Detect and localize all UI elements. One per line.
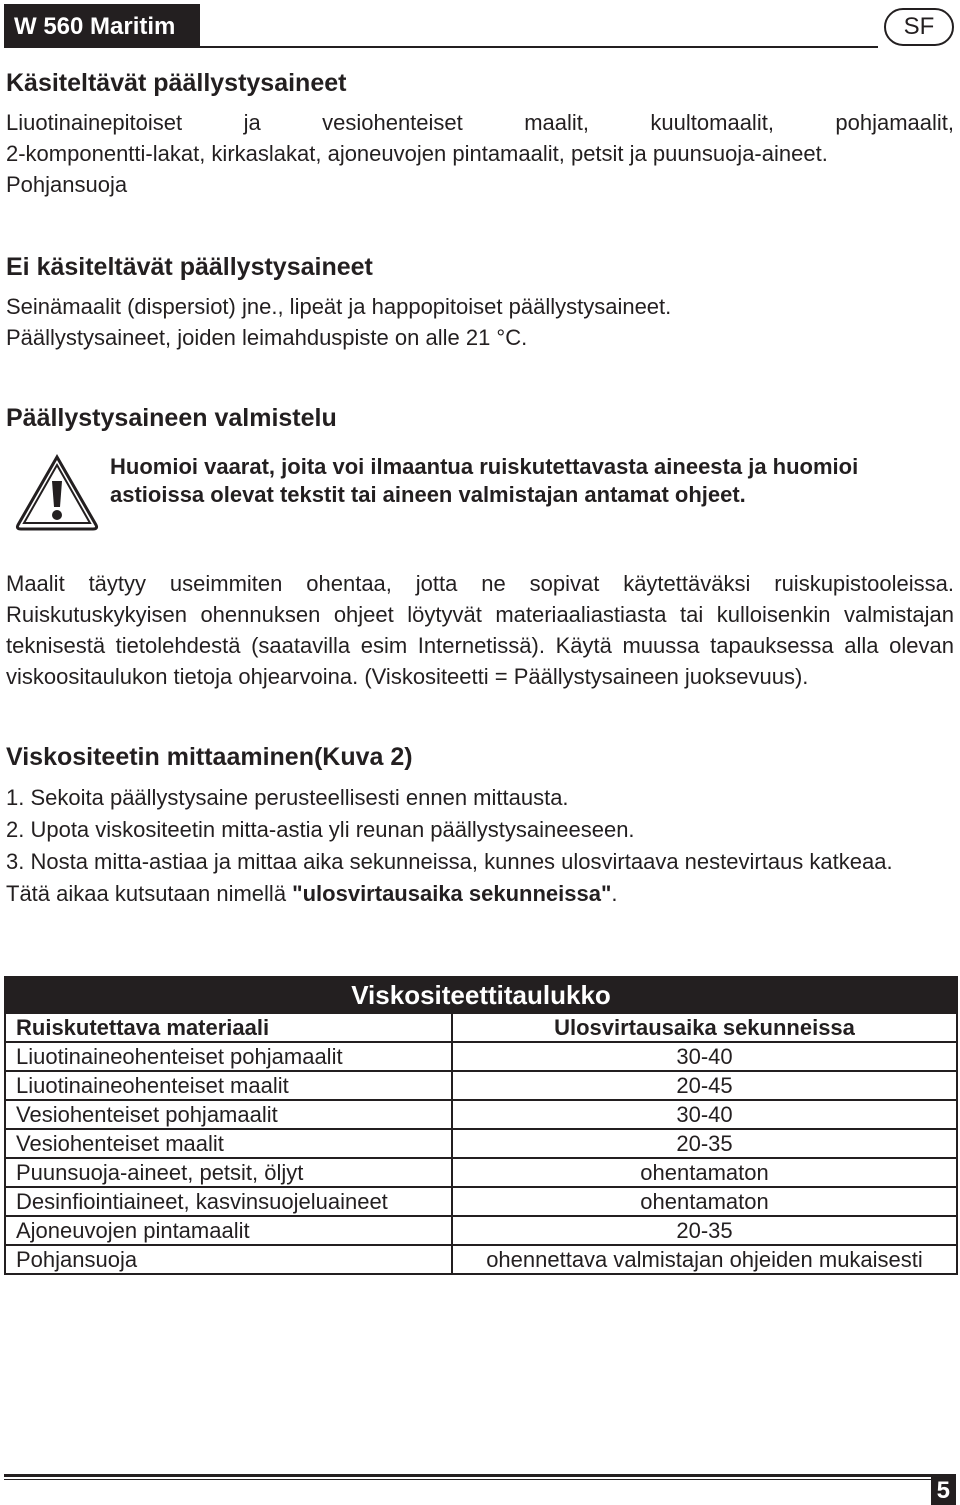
section-heading: Päällystysaineen valmistelu (6, 404, 337, 432)
table-row (5, 1187, 957, 1216)
list-item: 1. Sekoita päällystysaine perusteellisesti ennen mittausta. (6, 785, 569, 810)
table-row (5, 1042, 957, 1071)
value-cell: ohentamaton (452, 1158, 957, 1187)
list-item: 3. Nosta mitta-astiaa ja mittaa aika sekunneissa, kunnes ulosvirtaava nestevirtaus katkeaa. (6, 849, 893, 874)
note-suffix: . (611, 881, 618, 906)
value-cell: 20-35 (452, 1129, 957, 1158)
table-caption-row (5, 977, 957, 1013)
header-rule (200, 46, 878, 48)
table-row (5, 1158, 957, 1187)
table-row (5, 1100, 957, 1129)
material-cell: Vesiohenteiset maalit (5, 1129, 452, 1158)
table-row (5, 1216, 957, 1245)
section-heading: Ei käsiteltävät päällystysaineet (6, 253, 373, 281)
warning-triangle-icon (14, 453, 100, 531)
material-cell: Pohjansuoja (5, 1245, 452, 1274)
paragraph-line: Liuotinainepitoiset ja vesiohenteiset maalit, kuultomaalit, pohjamaalit, (6, 110, 954, 135)
material-cell: Puunsuoja-aineet, petsit, öljyt (5, 1158, 452, 1187)
paragraph-line: Pohjansuoja (6, 172, 128, 197)
page-number: 5 (931, 1477, 956, 1505)
value-cell: 30-40 (452, 1042, 957, 1071)
paragraph: Maalit täytyy useimmiten ohentaa, jotta ne sopivat käytettäväksi ruiskupistooleissa. Ruiskutuskykyisen ohennuksen ohjeet löytyvät materiaaliastiasta tai kulloisenkin valmistajan teknisestä tietolehdestä (saatavilla esim Internetissä). Käytä muussa tapauksessa alla olevan viskoositaulukon tietoja ohjearvoina. (Viskositeetti = Päällystysaineen juoksevuus). (6, 571, 954, 689)
footer-rule-thin (4, 1479, 956, 1480)
section-non-treatable-coatings (6, 252, 954, 353)
section-treatable-coatings (6, 68, 954, 200)
note-bold: "ulosvirtausaika sekunneissa" (292, 881, 612, 906)
material-cell: Liuotinaineohenteiset pohjamaalit (5, 1042, 452, 1071)
section-heading: Käsiteltävät päällystysaineet (6, 69, 347, 97)
table-row (5, 1071, 957, 1100)
value-cell: 30-40 (452, 1100, 957, 1129)
material-cell: Liuotinaineohenteiset maalit (5, 1071, 452, 1100)
material-cell: Vesiohenteiset pohjamaalit (5, 1100, 452, 1129)
table-row (5, 1245, 957, 1274)
footer-rule (4, 1474, 956, 1477)
value-cell: 20-35 (452, 1216, 957, 1245)
material-cell: Desinfiointiaineet, kasvinsuojeluaineet (5, 1187, 452, 1216)
steps-list (6, 782, 954, 878)
section-viscosity-measurement (6, 742, 954, 910)
viscosity-table (4, 976, 958, 1275)
section-coating-preparation-heading (6, 403, 954, 433)
paragraph-line: Päällystysaineet, joiden leimahduspiste on alle 21 °C. (6, 325, 528, 350)
language-badge: SF (884, 8, 954, 46)
table-caption: Viskositeettitaulukko (5, 977, 957, 1013)
section-thinning-info (6, 568, 954, 692)
paragraph-line: Seinämaalit (dispersiot) jne., lipeät ja happopitoiset päällystysaineet. (6, 294, 672, 319)
header-title: W 560 Maritim (4, 4, 200, 48)
value-cell: ohentamaton (452, 1187, 957, 1216)
table-header-row (5, 1013, 957, 1042)
value-cell: ohennettava valmistajan ohjeiden mukaisesti (452, 1245, 957, 1274)
table-row (5, 1129, 957, 1158)
column-header-outflow-time: Ulosvirtausaika sekunneissa (452, 1013, 957, 1042)
material-cell: Ajoneuvojen pintamaalit (5, 1216, 452, 1245)
paragraph-line: 2-komponentti-lakat, kirkaslakat, ajoneuvojen pintamaalit, petsit ja puunsuoja-aineet. (6, 141, 828, 166)
value-cell: 20-45 (452, 1071, 957, 1100)
note-prefix: Tätä aikaa kutsutaan nimellä (6, 881, 293, 906)
column-header-material: Ruiskutettava materiaali (5, 1013, 452, 1042)
list-item: 2. Upota viskositeetin mitta-astia yli reunan päällystysaineeseen. (6, 817, 635, 842)
section-heading: Viskositeetin mittaaminen(Kuva 2) (6, 743, 413, 771)
warning-text: Huomioi vaarat, joita voi ilmaantua ruiskutettavasta aineesta ja huomioi astioissa olevat tekstit tai aineen valmistajan antamat ohjeet. (110, 454, 859, 507)
note-line (6, 878, 954, 910)
